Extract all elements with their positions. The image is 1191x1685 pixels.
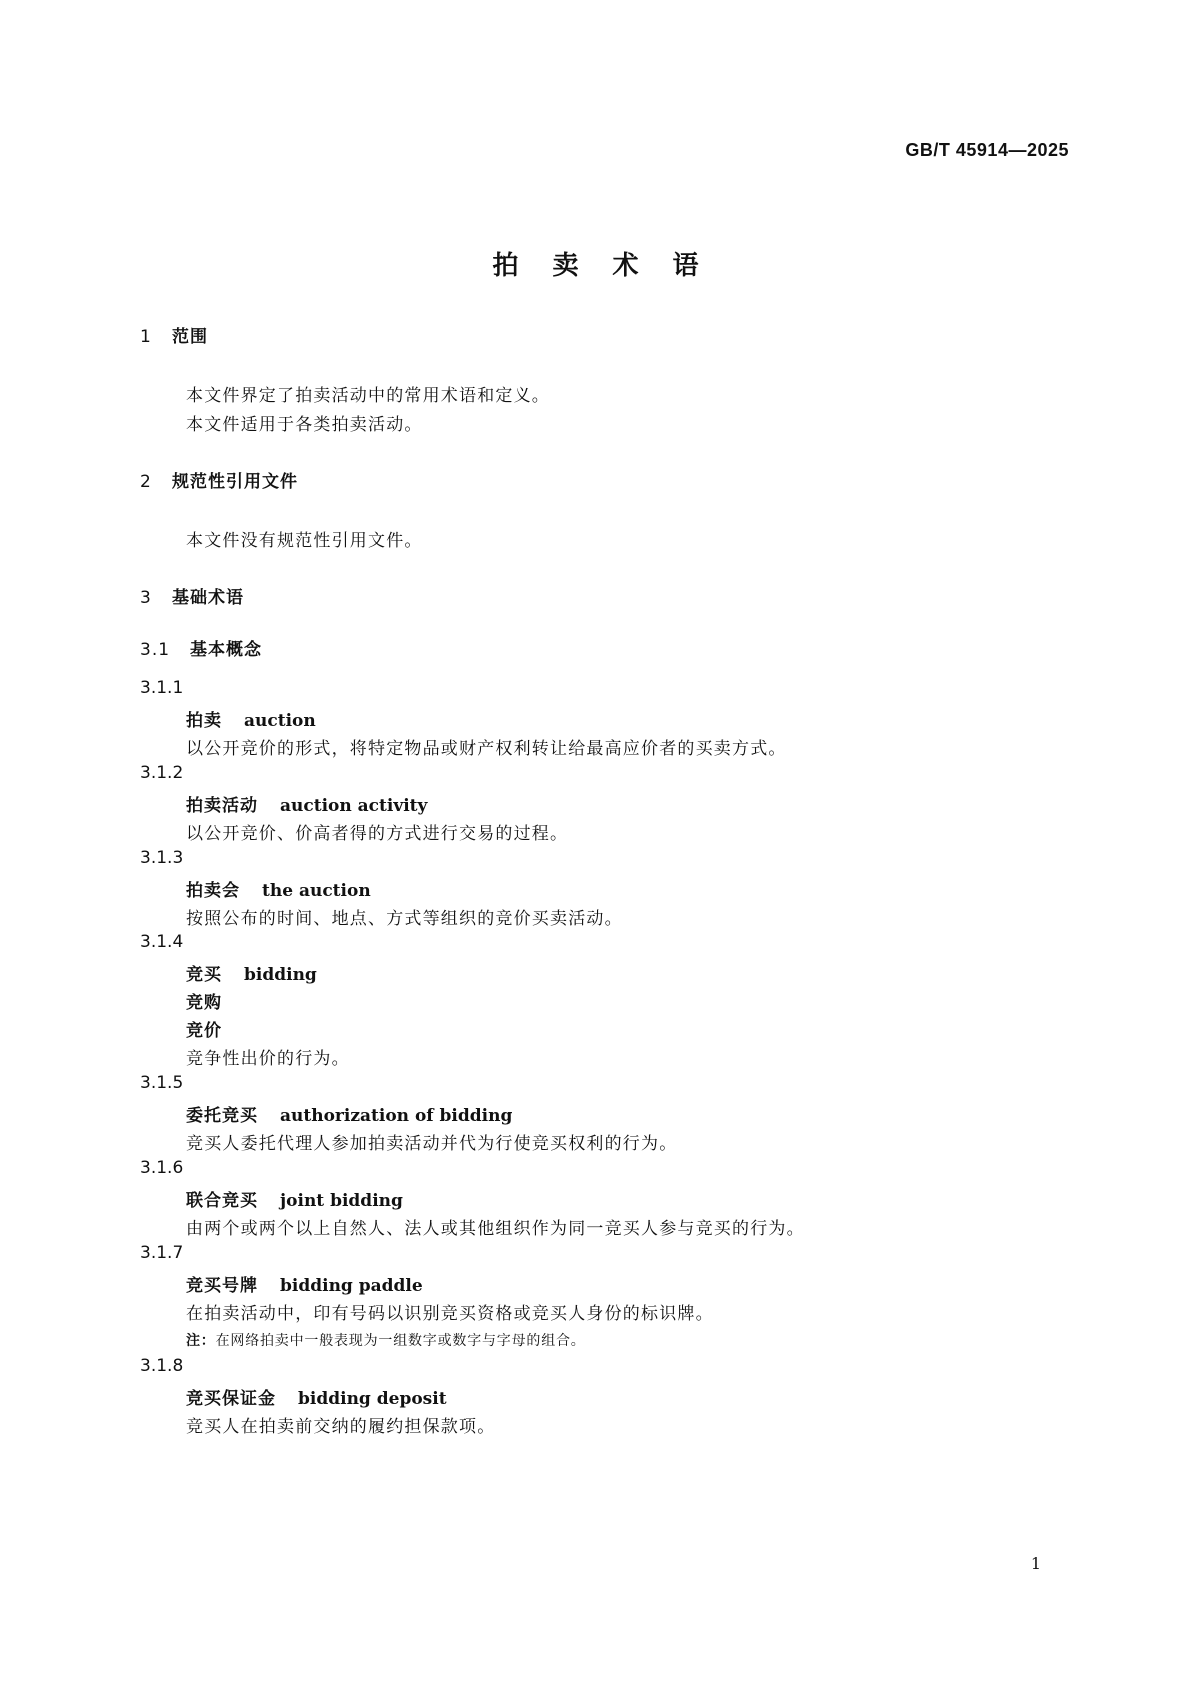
term-synonym: 竞购 bbox=[186, 993, 222, 1013]
section-2-paragraph: 本文件没有规范性引用文件。 bbox=[186, 531, 423, 551]
term-chinese: 委托竞买 bbox=[186, 1106, 258, 1126]
section-title: 范围 bbox=[172, 327, 208, 347]
term-number: 3.1.6 bbox=[140, 1158, 184, 1178]
term-synonym: 竞价 bbox=[186, 1021, 222, 1041]
document-code: GB/T 45914—2025 bbox=[905, 140, 1069, 160]
term-chinese: 竞买保证金 bbox=[186, 1389, 276, 1409]
document-title: 拍卖术语 bbox=[492, 251, 733, 281]
term-heading bbox=[186, 1384, 447, 1409]
section-title: 基础术语 bbox=[172, 588, 244, 608]
section-3-1-heading bbox=[140, 635, 262, 660]
term-chinese: 拍卖活动 bbox=[186, 796, 258, 816]
section-1-paragraph: 本文件适用于各类拍卖活动。 bbox=[186, 415, 423, 435]
term-english: bidding paddle bbox=[280, 1276, 423, 1296]
term-english: bidding deposit bbox=[298, 1389, 447, 1409]
section-number: 3 bbox=[140, 588, 152, 608]
term-definition: 以公开竞价的形式，将特定物品或财产权利转让给最高应价者的买卖方式。 bbox=[186, 739, 787, 759]
term-note bbox=[186, 1330, 586, 1350]
term-definition: 在拍卖活动中，印有号码以识别竞买资格或竞买人身份的标识牌。 bbox=[186, 1304, 714, 1324]
term-number: 3.1.8 bbox=[140, 1356, 184, 1376]
page-number: 1 bbox=[1030, 1554, 1041, 1573]
section-title: 基本概念 bbox=[190, 640, 262, 660]
term-number: 3.1.2 bbox=[140, 763, 184, 783]
term-chinese: 拍卖 bbox=[186, 711, 222, 731]
term-heading bbox=[186, 876, 371, 901]
note-label: 注： bbox=[186, 1333, 216, 1349]
section-number: 3.1 bbox=[140, 640, 171, 660]
term-definition: 以公开竞价、价高者得的方式进行交易的过程。 bbox=[186, 824, 569, 844]
section-1-heading bbox=[140, 322, 208, 347]
term-number: 3.1.3 bbox=[140, 848, 184, 868]
term-heading bbox=[186, 1101, 512, 1126]
term-chinese: 拍卖会 bbox=[186, 881, 240, 901]
section-number: 2 bbox=[140, 472, 152, 492]
term-definition: 竞买人在拍卖前交纳的履约担保款项。 bbox=[186, 1417, 496, 1437]
term-definition: 由两个或两个以上自然人、法人或其他组织作为同一竞买人参与竞买的行为。 bbox=[186, 1219, 805, 1239]
section-1-paragraph: 本文件界定了拍卖活动中的常用术语和定义。 bbox=[186, 386, 550, 406]
section-3-heading bbox=[140, 583, 244, 608]
term-definition: 竞买人委托代理人参加拍卖活动并代为行使竞买权利的行为。 bbox=[186, 1134, 678, 1154]
term-chinese: 联合竞买 bbox=[186, 1191, 258, 1211]
term-english: authorization of bidding bbox=[280, 1106, 513, 1126]
term-definition: 竞争性出价的行为。 bbox=[186, 1049, 350, 1069]
section-number: 1 bbox=[140, 327, 152, 347]
term-heading bbox=[186, 960, 317, 985]
section-2-heading bbox=[140, 467, 298, 492]
note-text: 在网络拍卖中一般表现为一组数字或数字与字母的组合。 bbox=[215, 1333, 586, 1349]
term-english: the auction bbox=[262, 881, 371, 901]
term-heading bbox=[186, 791, 427, 816]
section-title: 规范性引用文件 bbox=[172, 472, 298, 492]
term-english: bidding bbox=[244, 965, 317, 985]
term-heading bbox=[186, 1271, 423, 1296]
term-chinese: 竞买 bbox=[186, 965, 222, 985]
term-number: 3.1.5 bbox=[140, 1073, 184, 1093]
term-number: 3.1.7 bbox=[140, 1243, 184, 1263]
term-number: 3.1.1 bbox=[140, 678, 184, 698]
term-english: auction activity bbox=[280, 796, 428, 816]
term-heading bbox=[186, 706, 316, 731]
term-number: 3.1.4 bbox=[140, 932, 184, 952]
term-english: joint bidding bbox=[280, 1191, 403, 1211]
term-heading bbox=[186, 1186, 403, 1211]
term-chinese: 竞买号牌 bbox=[186, 1276, 258, 1296]
term-english: auction bbox=[244, 711, 316, 731]
term-definition: 按照公布的时间、地点、方式等组织的竞价买卖活动。 bbox=[186, 909, 623, 929]
